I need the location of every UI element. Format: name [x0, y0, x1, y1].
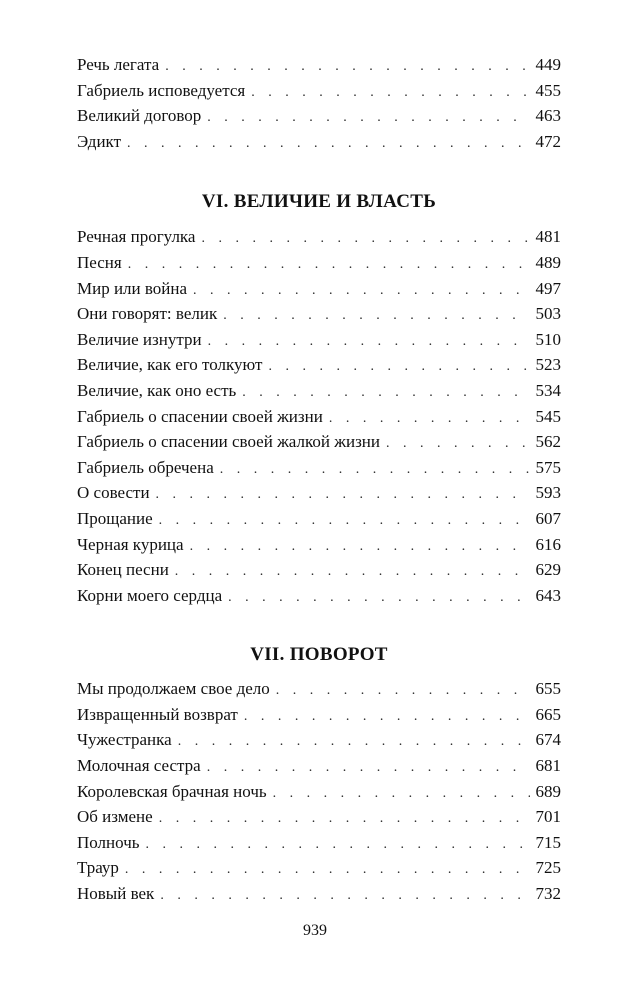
toc-entry-page-number: 681: [535, 756, 561, 776]
toc-entry-title: Величие изнутри: [77, 329, 202, 349]
toc-entry-page-number: 689: [535, 781, 561, 801]
toc-entry-title: Мы продолжаем свое дело: [77, 679, 270, 699]
dot-leader: [268, 354, 529, 380]
toc-entry-page-number: 575: [535, 457, 561, 477]
dot-leader: [175, 559, 530, 585]
toc-entry-title: Конец песни: [77, 560, 169, 580]
toc-list-section-vii: [77, 676, 561, 906]
toc-list-section-vi: [77, 224, 561, 608]
toc-entry: [77, 506, 561, 532]
toc-entry-page-number: 510: [535, 329, 561, 349]
toc-entry-title: Песня: [77, 252, 122, 272]
toc-entry: [77, 532, 561, 558]
toc-entry-title: Чужестранка: [77, 730, 172, 750]
section-heading-vii: VII. ПОВОРОТ: [250, 644, 388, 666]
toc-entry-title: Об измене: [77, 807, 153, 827]
toc-entry-page-number: 472: [535, 131, 561, 151]
toc-entry: [77, 301, 561, 327]
toc-entry: [77, 676, 561, 702]
toc-entry: [77, 855, 561, 881]
toc-entry-page-number: 497: [535, 278, 561, 298]
dot-leader: [220, 457, 530, 483]
dot-leader: [242, 380, 529, 406]
dot-leader: [276, 678, 530, 704]
dot-leader: [178, 729, 530, 755]
toc-entry-page-number: 674: [535, 730, 561, 750]
dot-leader: [156, 482, 530, 508]
dot-leader: [159, 508, 530, 534]
toc-entry-title: Великий договор: [77, 106, 202, 126]
toc-entry-page-number: 449: [535, 55, 561, 74]
toc-entry-page-number: 701: [535, 807, 561, 827]
toc-entry-page-number: 593: [535, 483, 561, 503]
toc-entry-title: Габриель обречена: [77, 457, 214, 477]
toc-entry-title: Величие, как его толкуют: [77, 355, 263, 375]
dot-leader: [329, 406, 530, 432]
toc-entry: [77, 103, 561, 129]
toc-entry: [77, 276, 561, 302]
toc-entry-title: Речь легата: [77, 55, 160, 74]
toc-entry-page-number: 607: [535, 508, 561, 528]
dot-leader: [127, 131, 529, 157]
toc-entry-title: Мир или война: [77, 278, 188, 298]
toc-entry: [77, 480, 561, 506]
dot-leader: [193, 278, 529, 304]
dot-leader: [128, 252, 530, 278]
toc-entry-page-number: 489: [535, 252, 561, 272]
toc-entry: [77, 52, 561, 78]
toc-entry-page-number: 545: [535, 406, 561, 426]
toc-entry: [77, 779, 561, 805]
toc-entry: [77, 753, 561, 779]
toc-entry: [77, 378, 561, 404]
toc-entry: [77, 702, 561, 728]
dot-leader: [386, 431, 530, 457]
dot-leader: [207, 105, 529, 131]
toc-entry: [77, 129, 561, 155]
toc-entry-page-number: 481: [535, 227, 561, 247]
dot-leader: [146, 832, 530, 858]
toc-entry: [77, 455, 561, 481]
toc-entry-title: Полночь: [77, 832, 140, 852]
toc-entry: [77, 352, 561, 378]
dot-leader: [251, 80, 529, 106]
dot-leader: [208, 329, 530, 355]
toc-entry: [77, 727, 561, 753]
dot-leader: [159, 806, 530, 832]
toc-entry-title: О совести: [77, 483, 150, 503]
dot-leader: [273, 781, 530, 807]
section-heading-vi: VI. ВЕЛИЧИЕ И ВЛАСТЬ: [201, 191, 437, 213]
toc-entry: [77, 224, 561, 250]
dot-leader: [207, 755, 530, 781]
toc-entry-title: Извращенный возврат: [77, 704, 238, 724]
toc-entry: [77, 881, 561, 907]
toc-entry-title: Габриель исповедуется: [77, 80, 246, 100]
toc-entry-title: Эдикт: [77, 131, 122, 151]
toc-list-continued: [77, 52, 561, 154]
toc-entry: [77, 250, 561, 276]
table-of-contents: [77, 52, 561, 907]
toc-entry-title: Габриель о спасении своей жизни: [77, 406, 323, 426]
toc-entry-page-number: 655: [535, 679, 561, 699]
toc-entry-title: Габриель о спасении своей жалкой жизни: [77, 432, 380, 452]
toc-entry-page-number: 665: [535, 704, 561, 724]
toc-entry: [77, 78, 561, 104]
toc-entry-page-number: 562: [535, 432, 561, 452]
toc-entry-page-number: 455: [535, 80, 561, 100]
toc-entry-page-number: 629: [535, 560, 561, 580]
toc-entry-title: Черная курица: [77, 534, 184, 554]
dot-leader: [223, 303, 529, 329]
dot-leader: [228, 585, 529, 611]
toc-entry: [77, 557, 561, 583]
toc-entry-title: Величие, как оно есть: [77, 380, 237, 400]
toc-entry: [77, 583, 561, 609]
toc-entry: [77, 804, 561, 830]
toc-entry-page-number: 715: [535, 832, 561, 852]
toc-entry: [77, 830, 561, 856]
dot-leader: [160, 883, 529, 909]
toc-entry-page-number: 732: [535, 884, 561, 904]
toc-entry-title: Новый век: [77, 884, 155, 904]
toc-entry-page-number: 463: [535, 106, 561, 126]
dot-leader: [201, 226, 529, 252]
page-number: 939: [303, 922, 327, 939]
dot-leader: [190, 534, 530, 560]
toc-entry-page-number: 523: [535, 355, 561, 375]
toc-entry-title: Корни моего сердца: [77, 585, 223, 605]
toc-entry: [77, 327, 561, 353]
toc-entry-title: Молочная сестра: [77, 756, 201, 776]
toc-entry-title: Речная прогулка: [77, 227, 196, 247]
toc-entry: [77, 429, 561, 455]
toc-entry-title: Траур: [77, 858, 119, 878]
toc-entry-title: Они говорят: велик: [77, 304, 218, 324]
dot-leader: [125, 857, 530, 883]
dot-leader: [244, 704, 530, 730]
toc-entry-page-number: 503: [535, 304, 561, 324]
dot-leader: [165, 54, 529, 80]
toc-entry-title: Прощание: [77, 508, 153, 528]
toc-entry-page-number: 725: [535, 858, 561, 878]
toc-entry-page-number: 643: [535, 585, 561, 605]
toc-entry-page-number: 616: [535, 534, 561, 554]
toc-entry-page-number: 534: [535, 380, 561, 400]
toc-entry: [77, 404, 561, 430]
toc-entry-title: Королевская брачная ночь: [77, 781, 267, 801]
